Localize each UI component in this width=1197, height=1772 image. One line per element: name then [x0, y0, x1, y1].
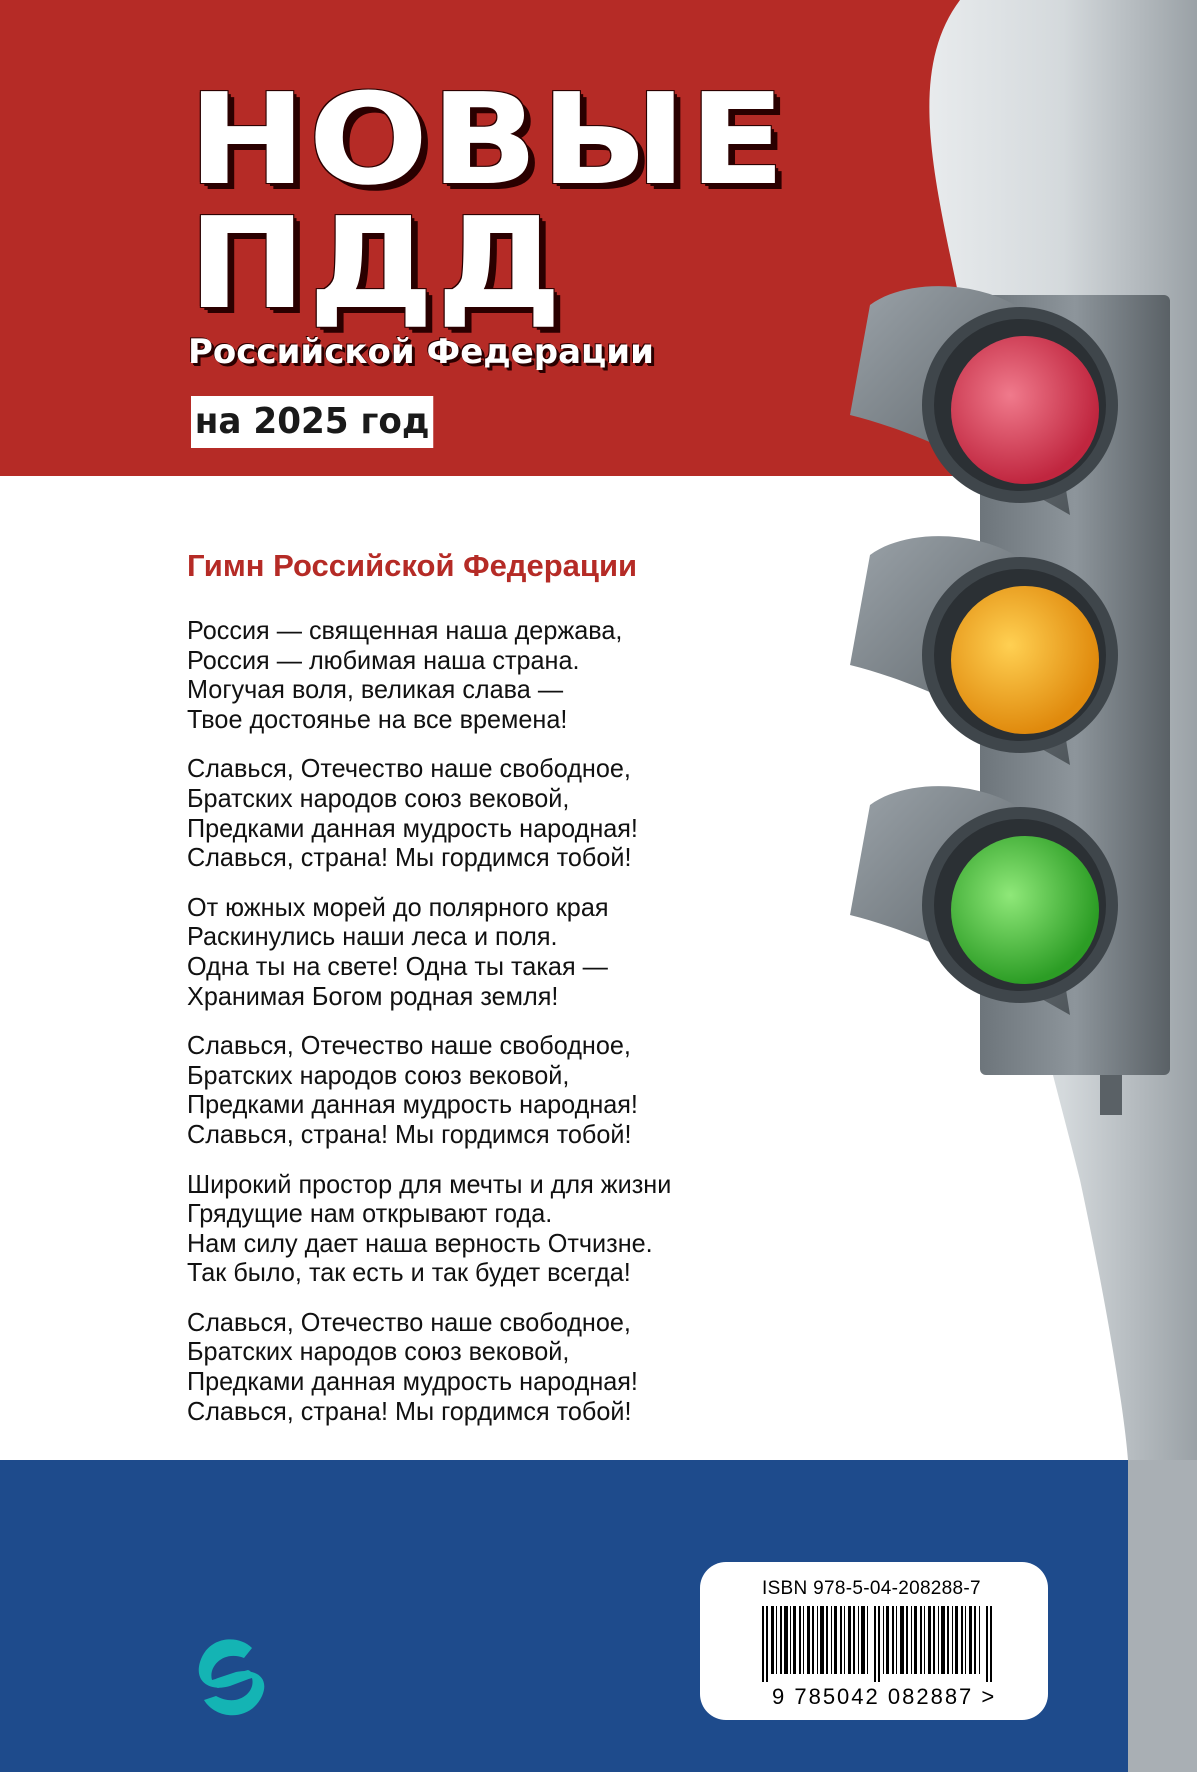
anthem-line: От южных морей до полярного края	[187, 891, 609, 922]
anthem-line: Твое достоянье на все времена!	[187, 703, 568, 734]
cover-subtitle: Российской Федерации	[188, 332, 654, 372]
anthem-line: Могучая воля, великая слава —	[187, 674, 564, 705]
anthem-line: Предками данная мудрость народная!	[187, 1089, 638, 1120]
isbn-label: ISBN 978-5-04-208288-7	[762, 1578, 981, 1599]
anthem-line: Грядущие нам открывают года.	[187, 1198, 553, 1229]
anthem-line: Одна ты на свете! Одна ты такая —	[187, 950, 608, 981]
traffic-light-illustration	[830, 285, 1170, 1115]
anthem-stanza-2	[187, 754, 747, 872]
isbn-block	[700, 1562, 1048, 1720]
anthem-line: Так было, так есть и так будет всегда!	[187, 1257, 631, 1288]
anthem-stanza-5	[187, 1170, 747, 1288]
anthem-line: Нам силу дает наша верность Отчизне.	[187, 1227, 653, 1258]
anthem-line: Раскинулись наши леса и поля.	[187, 921, 558, 952]
year-badge: на 2025 год	[191, 396, 433, 448]
anthem-line: Широкий простор для мечты и для жизни	[187, 1168, 672, 1199]
anthem-title: Гимн Российской Федерации	[187, 548, 638, 583]
anthem-line: Славься, Отечество наше свободное,	[187, 753, 631, 784]
eksmo-logo-icon	[190, 1630, 270, 1725]
anthem-line: Братских народов союз вековой,	[187, 1336, 570, 1367]
anthem-line: Хранимая Богом родная земля!	[187, 980, 559, 1011]
anthem-stanza-3	[187, 893, 747, 1011]
anthem-line: Россия — любимая наша страна.	[187, 644, 580, 675]
anthem-line: Славься, страна! Мы гордимся тобой!	[187, 1395, 632, 1426]
barcode-icon	[762, 1606, 996, 1682]
anthem-line: Россия — священная наша держава,	[187, 615, 623, 645]
anthem-line: Славься, Отечество наше свободное,	[187, 1306, 631, 1337]
anthem-line: Братских народов союз вековой,	[187, 782, 570, 813]
anthem-line: Предками данная мудрость народная!	[187, 812, 638, 843]
anthem-line: Славься, страна! Мы гордимся тобой!	[187, 842, 632, 873]
anthem-stanza-6	[187, 1308, 747, 1426]
cover-title-line-2: ПДД	[188, 190, 565, 337]
anthem-stanza-1	[187, 616, 747, 734]
anthem-line: Славься, страна! Мы гордимся тобой!	[187, 1118, 632, 1149]
cover-title	[188, 66, 788, 337]
anthem-text	[187, 616, 747, 1446]
anthem-stanza-4	[187, 1031, 747, 1149]
anthem-line: Предками данная мудрость народная!	[187, 1366, 638, 1397]
cover-title-line-1: НОВЫЕ	[188, 66, 788, 213]
anthem-line: Славься, Отечество наше свободное,	[187, 1030, 631, 1061]
barcode-digits: 9 785042 082887 >	[772, 1684, 997, 1709]
anthem-line: Братских народов союз вековой,	[187, 1059, 570, 1090]
